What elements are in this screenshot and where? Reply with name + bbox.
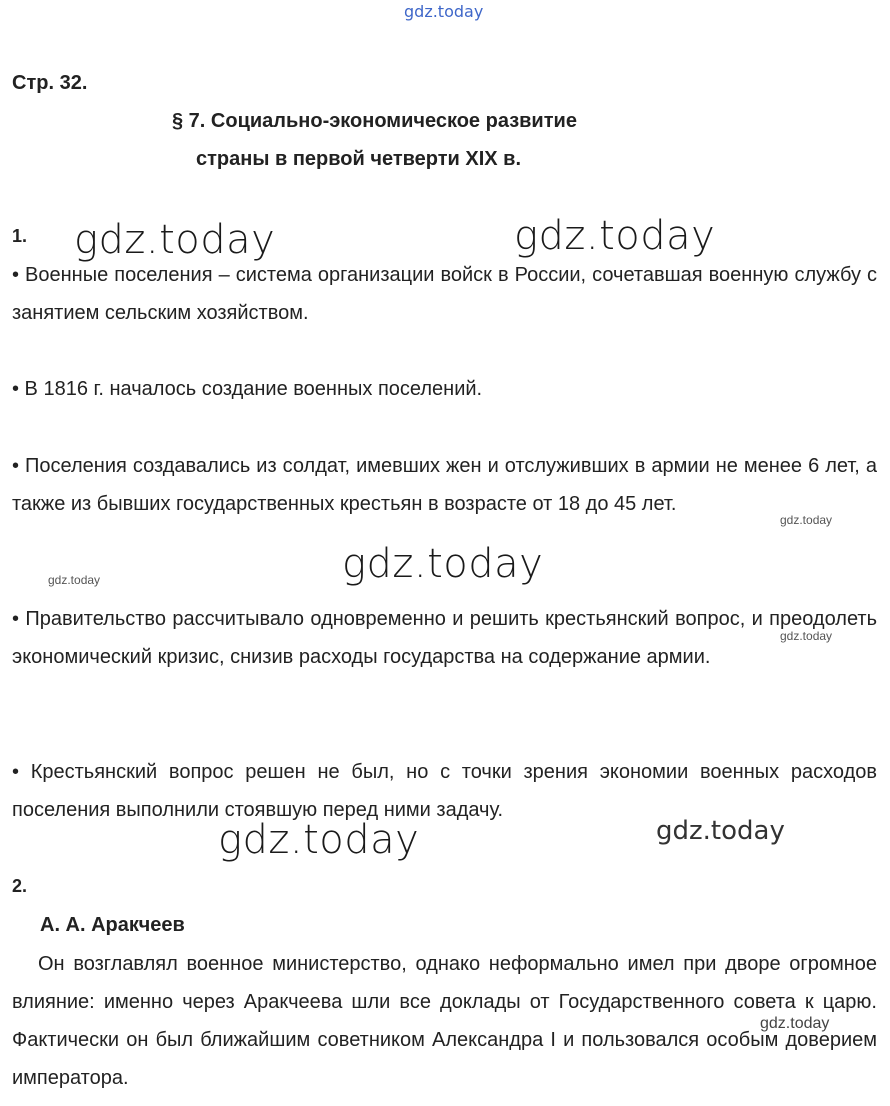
section-title-line1: § 7. Социально-экономическое развитие bbox=[172, 110, 577, 132]
watermark-small-2: gdz.today bbox=[48, 573, 101, 587]
person-heading: А. А. Аракчеев bbox=[40, 914, 185, 936]
question-number-2: 2. bbox=[12, 876, 28, 896]
bullet-3: • Поселения создавались из солдат, имевших жен и отслуживших в армии не менее 6 лет, а также из бывших государственных крестьян в возрасте от 18 до 45 лет. bbox=[12, 455, 877, 515]
watermark-small-4: gdz.today bbox=[760, 1015, 830, 1032]
bullet-4: • Правительство рассчитывало одновременно и решить крестьянский вопрос, и преодолеть экономический кризис, снизив расходы государства на содержание армии. bbox=[12, 608, 877, 668]
watermark-big-1: gdz.today bbox=[74, 217, 276, 263]
watermark-top: gdz.today bbox=[404, 2, 484, 21]
person-description: Он возглавлял военное министерство, однако неформально имел при дворе огромное влияние: именно через Аракчеева шли все доклады от Государственного совета к царю. Фактически он был ближайшим советником Александра I и пользовался особым доверием императора. bbox=[12, 953, 877, 1089]
watermark-small-1: gdz.today bbox=[780, 513, 833, 527]
watermark-big-3: gdz.today bbox=[342, 541, 544, 587]
watermark-big-4: gdz.today bbox=[218, 817, 420, 863]
bullet-1: • Военные поселения – система организации войск в России, сочетавшая военную службу с занятием сельским хозяйством. bbox=[12, 264, 877, 324]
page-reference: Стр. 32. bbox=[12, 72, 88, 94]
question-number-1: 1. bbox=[12, 226, 28, 246]
bullet-5: • Крестьянский вопрос решен не был, но с точки зрения экономии военных расходов поселения выполнили стоявшую перед ними задачу. bbox=[12, 761, 877, 821]
section-title-line2: страны в первой четверти XIX в. bbox=[196, 148, 522, 170]
bullet-2: • В 1816 г. началось создание военных поселений. bbox=[12, 378, 483, 400]
watermark-mid-1: gdz.today bbox=[656, 816, 785, 846]
watermark-big-2: gdz.today bbox=[514, 213, 716, 259]
watermark-small-3: gdz.today bbox=[780, 629, 833, 643]
